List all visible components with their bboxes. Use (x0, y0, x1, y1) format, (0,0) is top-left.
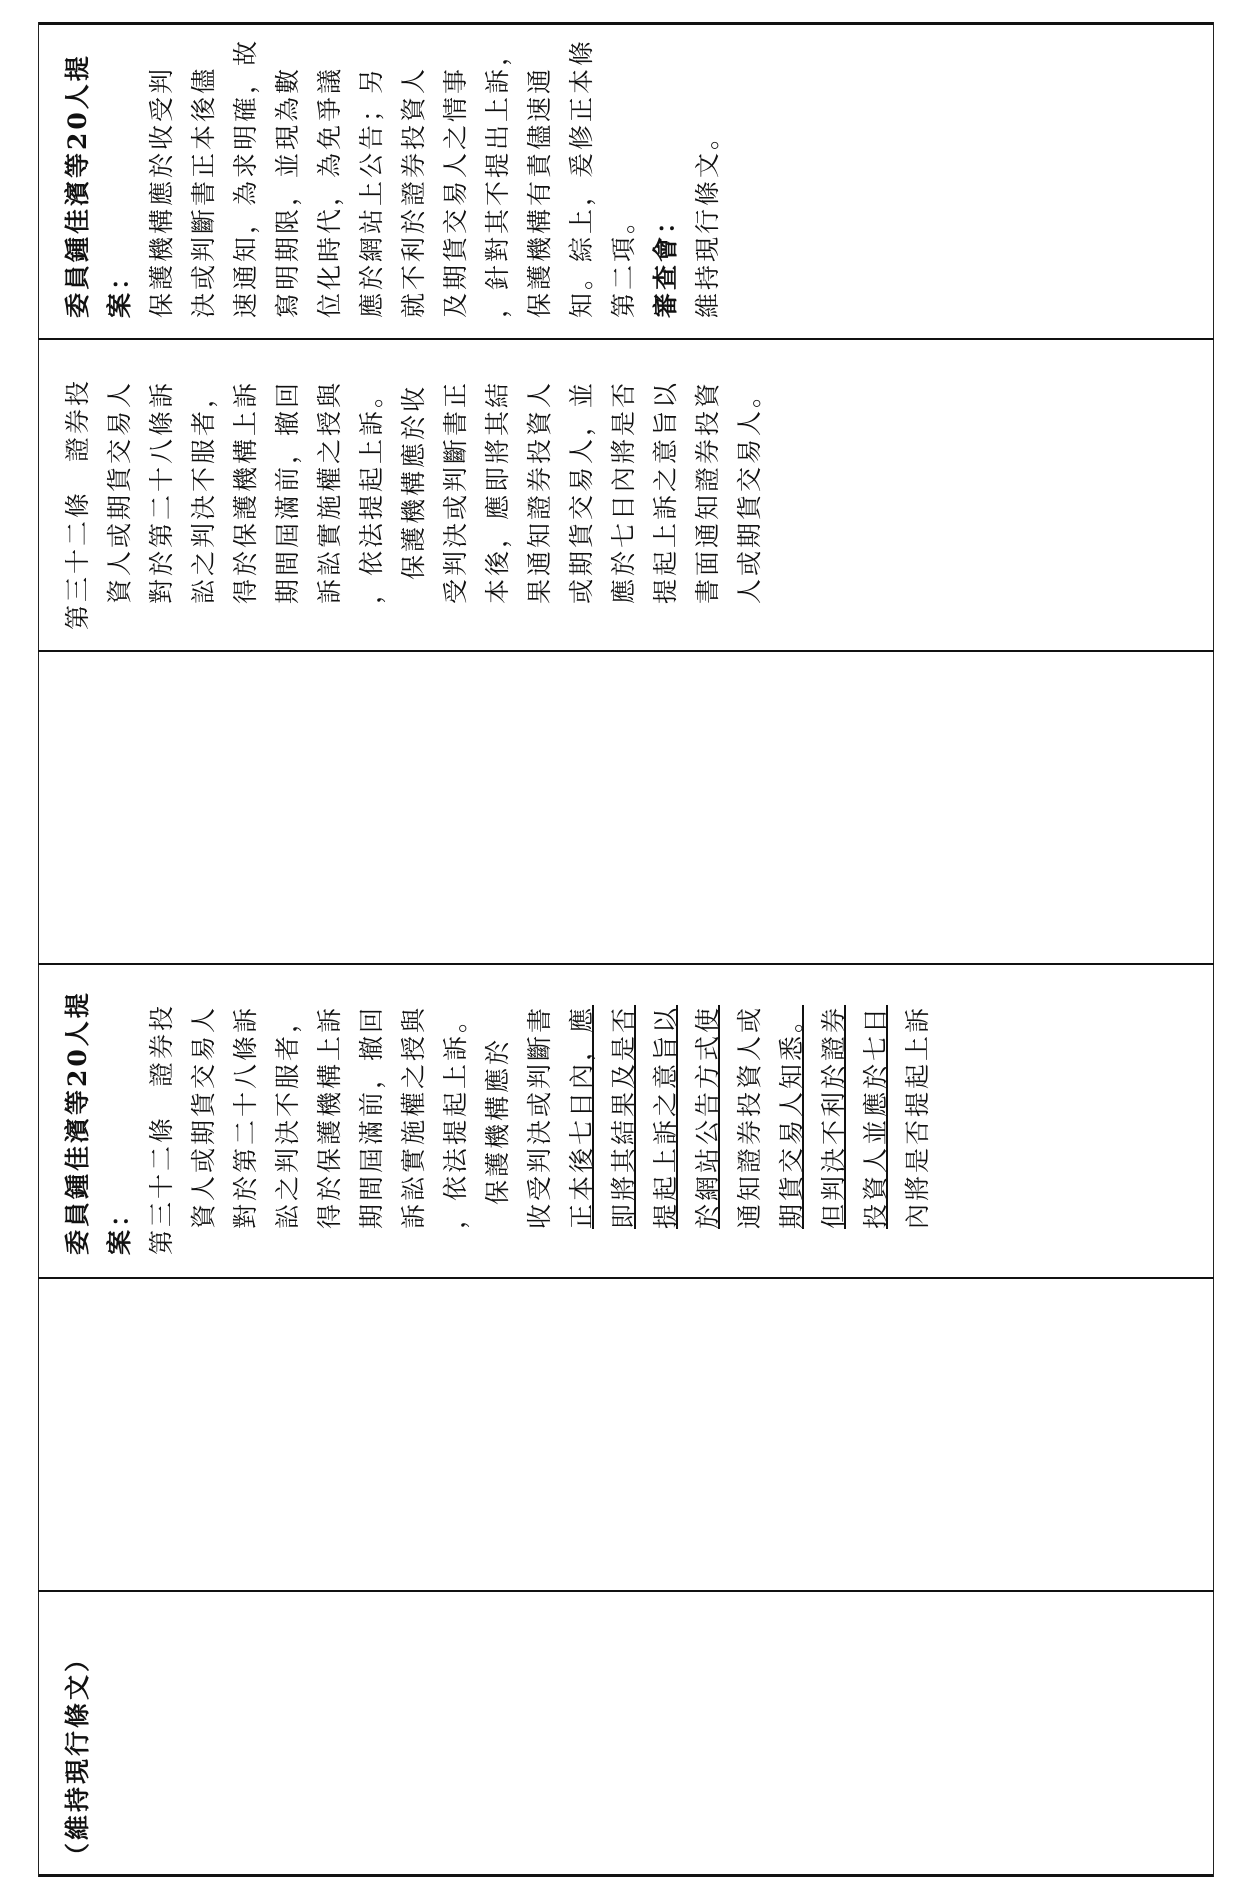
explanation-line: 應於網站上公告；另 (357, 65, 386, 318)
current-line: 書面通知證券投資 (693, 379, 722, 604)
cell-border (38, 1277, 1214, 1279)
proposal-line: 訴訟實施權之授與 (399, 1004, 428, 1229)
current-line: 資人或期貨交易人 (105, 379, 134, 604)
explanation-header-2: 案： (105, 261, 134, 318)
review-label: 審查會： (651, 205, 680, 318)
proposal-line: 得於保護機構上訴 (315, 1004, 344, 1229)
explanation-line: 及期貨交易人之情事 (441, 65, 470, 318)
current-line: 訴訟實施權之授與 (315, 379, 344, 604)
row-divider (1213, 22, 1214, 1877)
explanation-line: 決或判斷書正本後儘 (189, 65, 218, 318)
current-line: 或期貨交易人，並 (567, 379, 596, 604)
proposal-line: 通知證券投資人或 (735, 1004, 764, 1229)
current-line: 第三十二條 證券投 (63, 377, 92, 630)
row-divider (38, 22, 39, 1877)
explanation-line: 保護機構有責儘速通 (525, 65, 554, 318)
proposal-line: 期貨交易人知悉。 (777, 1004, 806, 1229)
proposal-line: 對於第二十八條訴 (231, 1004, 260, 1229)
current-line: 得於保護機構上訴 (231, 379, 260, 604)
current-line: ，依法提起上訴。 (357, 379, 386, 604)
explanation-line: 保護機構應於收受判 (147, 65, 176, 318)
explanation-line: 第二項。 (609, 205, 638, 318)
review-text: 維持現行條文。 (693, 121, 722, 318)
bottom-rule (38, 1874, 1214, 1877)
top-rule (38, 22, 1214, 25)
proposal-line: 於網站公告方式使 (693, 1004, 722, 1229)
proposal-line: 訟之判決不服者， (273, 1004, 302, 1229)
current-line: 訟之判決不服者， (189, 379, 218, 604)
cell-border (38, 338, 1214, 340)
proposal-line: 投資人並應於七日 (861, 1004, 890, 1229)
proposal-line: 但判決不利於證券 (819, 1004, 848, 1229)
proposal-line: 提起上訴之意旨以 (651, 1004, 680, 1229)
cell-border (38, 963, 1214, 965)
current-line: 受判決或判斷書正 (441, 379, 470, 604)
proposal-line: 正本後七日內，應 (567, 1004, 596, 1229)
current-line: 保護機構應於收 (399, 383, 428, 580)
proposal-line: 資人或期貨交易人 (189, 1004, 218, 1229)
review-note: （維持現行條文） (63, 1643, 92, 1868)
current-line: 果通知證券投資人 (525, 379, 554, 604)
current-line: 本後，應即將其結 (483, 379, 512, 604)
proposal-line: 第三十二條 證券投 (147, 1002, 176, 1255)
explanation-line: 位化時代，為免爭議 (315, 65, 344, 318)
explanation-line: 就不利於證券投資人 (399, 65, 428, 318)
proposal-line: ，依法提起上訴。 (441, 1004, 470, 1229)
proposal-header: 委員鍾佳濱等20人提 (63, 990, 92, 1255)
explanation-line: 寫明期限，並現為數 (273, 65, 302, 318)
current-line: 期間屆滿前，撤回 (273, 379, 302, 604)
current-line: 提起上訴之意旨以 (651, 379, 680, 604)
proposal-line: 保護機構應於 (483, 1036, 512, 1205)
current-line: 對於第二十八條訴 (147, 379, 176, 604)
explanation-line: 速通知，為求明確，故 (231, 37, 260, 318)
explanation-line: 知。綜上，爰修正本條 (567, 37, 596, 318)
proposal-line: 期間屆滿前，撤回 (357, 1004, 386, 1229)
cell-border (38, 1590, 1214, 1592)
proposal-line: 內將是否提起上訴 (903, 1004, 932, 1229)
explanation-header: 委員鍾佳濱等20人提 (63, 53, 92, 318)
explanation-line: ，針對其不提出上訴， (483, 37, 512, 318)
current-line: 人或期貨交易人。 (735, 379, 764, 604)
proposal-header-2: 案： (105, 1198, 134, 1255)
cell-border (38, 650, 1214, 652)
proposal-line: 收受判決或判斷書 (525, 1004, 554, 1229)
current-line: 應於七日內將是否 (609, 379, 638, 604)
proposal-line: 即將其結果及是否 (609, 1004, 638, 1229)
